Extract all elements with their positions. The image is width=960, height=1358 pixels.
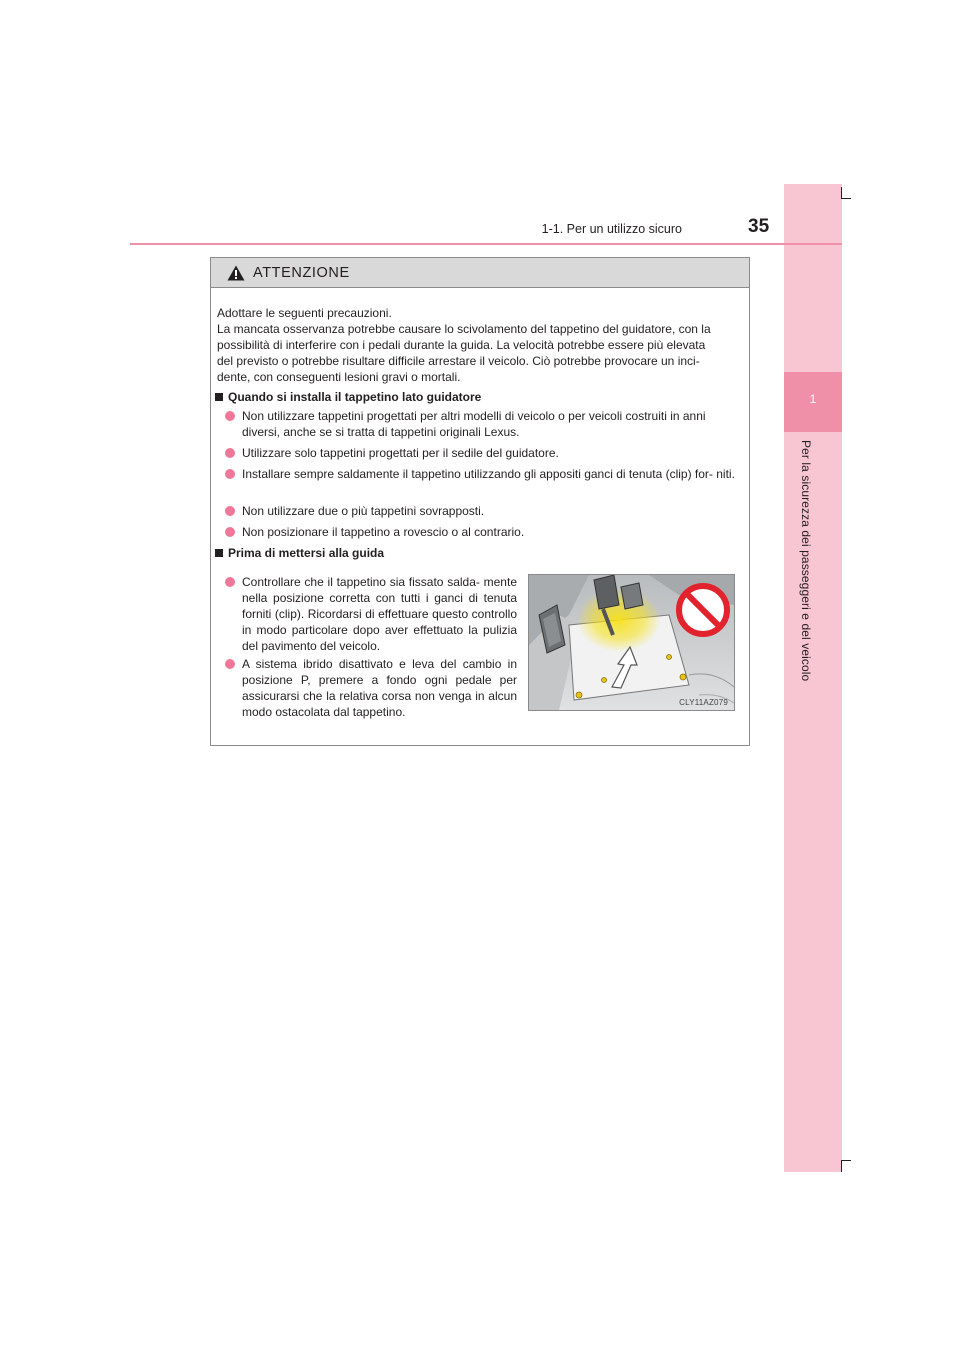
warning-intro-line: dente, con conseguenti lesioni gravi o mortali. xyxy=(217,370,461,384)
section-heading xyxy=(215,545,384,561)
list-item xyxy=(225,503,743,519)
warning-intro: Adottare le seguenti precauzioni. xyxy=(217,306,392,320)
list-item xyxy=(225,466,743,482)
section-title: 1-1. Per un utilizzo sicuro xyxy=(541,222,682,236)
chapter-number: 1 xyxy=(809,392,817,406)
list-item-text: Installare sempre saldamente il tappetino utilizzando gli appositi ganci di tenuta (clip) for- niti. xyxy=(242,467,735,481)
section-heading xyxy=(215,389,481,405)
list-item-text: Non utilizzare due o più tappetini sovrapposti. xyxy=(242,504,485,518)
header-rule xyxy=(130,243,842,245)
page-number: 35 xyxy=(748,216,770,237)
list-item xyxy=(225,574,517,654)
list-item-text: A sistema ibrido disattivato e leva del cambio in posizione P, premere a fondo ogni pedale per assicurarsi che la relativa corsa non venga in alcun modo ostacolata dal tappetino. xyxy=(242,657,517,719)
bullet-dot-icon xyxy=(225,659,235,669)
list-item xyxy=(225,656,517,720)
warning-box xyxy=(210,257,750,746)
list-item xyxy=(225,408,743,440)
warning-intro-line: del previsto o potrebbe risultare difficile arrestare il veicolo. Ciò potrebbe provocare un inci- xyxy=(217,354,700,368)
square-bullet-icon xyxy=(215,393,223,401)
bullet-dot-icon xyxy=(225,527,235,537)
floor-mat-illustration xyxy=(528,574,735,711)
list-item xyxy=(225,524,743,540)
illustration-code: CLY11AZ079 xyxy=(679,698,728,707)
bullet-dot-icon xyxy=(225,448,235,458)
warning-title: ATTENZIONE xyxy=(253,265,350,281)
list-item-text: Non posizionare il tappetino a rovescio o al contrario. xyxy=(242,525,525,539)
crop-mark-top-h xyxy=(841,198,851,199)
list-item-text: Utilizzare solo tappetini progettati per il sedile del guidatore. xyxy=(242,446,559,460)
crop-mark-bottom-h xyxy=(841,1160,851,1161)
list-item xyxy=(225,445,743,461)
square-bullet-icon xyxy=(215,549,223,557)
chapter-title: Per la sicurezza dei passeggeri e del veicolo xyxy=(799,440,813,682)
bullet-dot-icon xyxy=(225,577,235,587)
chapter-side-tab xyxy=(784,184,842,1172)
section-heading-text: Prima di mettersi alla guida xyxy=(228,546,385,560)
warning-triangle-icon xyxy=(227,265,245,281)
bullet-dot-icon xyxy=(225,469,235,479)
warning-header xyxy=(211,258,749,288)
list-item-text: Controllare che il tappetino sia fissato salda- mente nella posizione corretta con tutti i ganci di tenuta forniti (clip). Ricordarsi di effettuare questo controllo in modo particolare dopo aver effettuato la pulizia del pavimento del veicolo. xyxy=(242,575,517,653)
warning-intro-line: possibilità di interferire con i pedali durante la guida. La velocità potrebbe essere più elevata xyxy=(217,338,706,352)
warning-intro-line: La mancata osservanza potrebbe causare lo scivolamento del tappetino del guidatore, con la xyxy=(217,322,711,336)
list-item-text: Non utilizzare tappetini progettati per altri modelli di veicolo o per veicoli costruiti in anni diversi, anche se si tratta di tappetini originali Lexus. xyxy=(242,409,706,439)
prohibition-icon xyxy=(676,583,730,637)
section-heading-text: Quando si installa il tappetino lato guidatore xyxy=(228,390,482,404)
bullet-dot-icon xyxy=(225,506,235,516)
bullet-dot-icon xyxy=(225,411,235,421)
crop-mark-bottom xyxy=(841,1160,842,1172)
